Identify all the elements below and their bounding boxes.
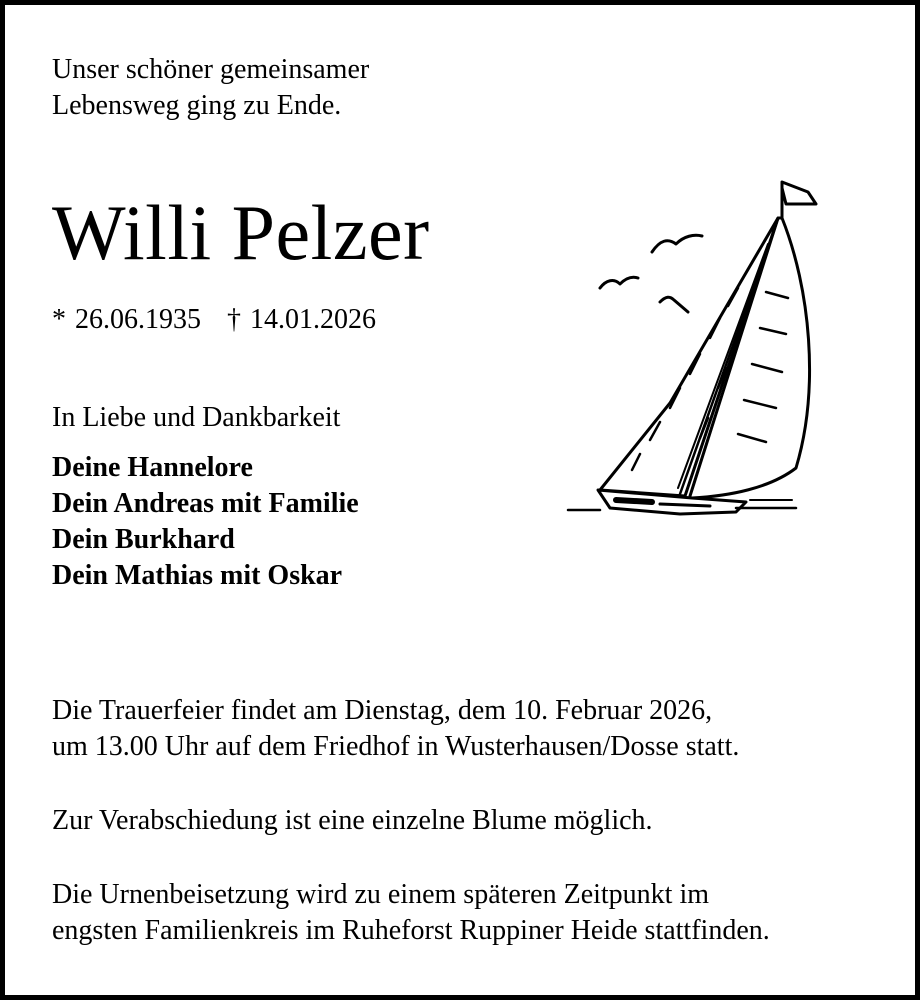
flower-note: Zur Verabschiedung ist eine einzelne Blume möglich. [52, 805, 653, 836]
mourner-2: Dein Andreas mit Familie [52, 488, 359, 519]
urn-line-2: engsten Familienkreis im Ruheforst Ruppiner Heide stattfinden. [52, 915, 770, 946]
urn-burial-info [52, 877, 770, 949]
funeral-line-2: um 13.00 Uhr auf dem Friedhof in Wusterhausen/Dosse statt. [52, 731, 740, 762]
urn-line-1: Die Urnenbeisetzung wird zu einem späteren Zeitpunkt im [52, 879, 710, 910]
funeral-info [52, 693, 739, 765]
mourner-4: Dein Mathias mit Oskar [52, 560, 343, 591]
mourners-list [52, 450, 359, 594]
mourner-3: Dein Burkhard [52, 524, 235, 555]
sailboat-illustration [560, 178, 830, 528]
dedication-text: In Liebe und Dankbarkeit [52, 402, 341, 433]
intro-line-2: Lebensweg ging zu Ende. [52, 90, 342, 121]
funeral-line-1: Die Trauerfeier findet am Dienstag, dem 10. Februar 2026, [52, 695, 713, 726]
life-dates [52, 302, 376, 338]
deceased-name: Willi Pelzer [52, 189, 430, 276]
birth-date: * 26.06.1935 [52, 304, 201, 335]
intro-line-1: Unser schöner gemeinsamer [52, 54, 370, 85]
mourner-1: Deine Hannelore [52, 452, 253, 483]
intro-text [52, 52, 369, 124]
death-date: † 14.01.2026 [227, 304, 376, 335]
